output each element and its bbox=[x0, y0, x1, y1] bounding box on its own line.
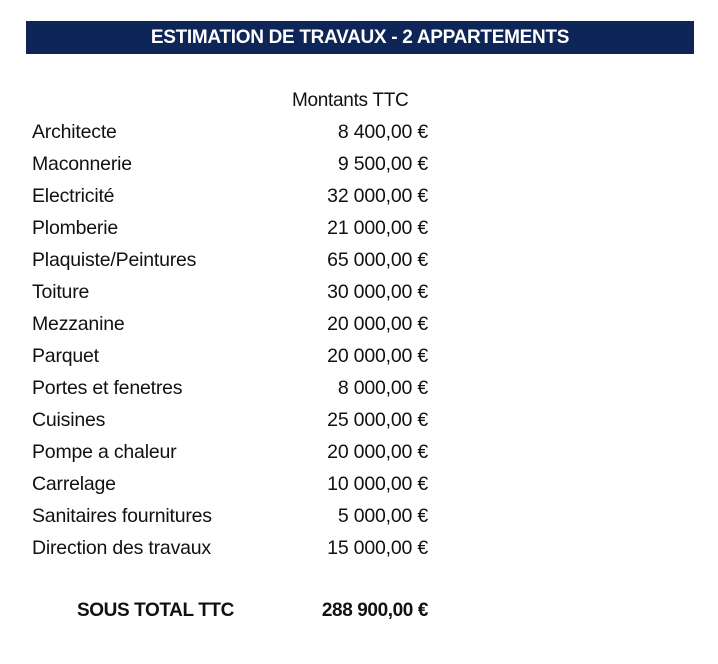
row-amount: 65 000,00 € bbox=[327, 249, 428, 271]
row-amount: 8 000,00 € bbox=[337, 377, 428, 399]
table-row bbox=[32, 121, 428, 149]
row-amount: 5 000,00 € bbox=[337, 505, 428, 527]
row-amount: 21 000,00 € bbox=[327, 217, 428, 239]
table-row bbox=[32, 185, 428, 213]
row-label: Cuisines bbox=[32, 409, 106, 431]
row-amount: 25 000,00 € bbox=[327, 409, 428, 431]
row-amount: 9 500,00 € bbox=[337, 153, 428, 175]
row-label: Parquet bbox=[32, 345, 99, 367]
row-label: Pompe a chaleur bbox=[32, 441, 177, 463]
row-label: Sanitaires fournitures bbox=[32, 505, 212, 527]
row-label: Direction des travaux bbox=[32, 537, 211, 559]
row-label: Architecte bbox=[32, 121, 117, 143]
row-amount: 20 000,00 € bbox=[327, 313, 428, 335]
table-row bbox=[32, 377, 428, 405]
subtotal-label: SOUS TOTAL TTC bbox=[77, 600, 234, 621]
row-label: Mezzanine bbox=[32, 313, 125, 335]
row-amount: 20 000,00 € bbox=[327, 345, 428, 367]
row-amount: 20 000,00 € bbox=[327, 441, 428, 463]
title-banner bbox=[26, 21, 694, 54]
table-row bbox=[32, 537, 428, 565]
row-label: Carrelage bbox=[32, 473, 116, 495]
table-row bbox=[32, 153, 428, 181]
table-row bbox=[32, 473, 428, 501]
row-label: Toiture bbox=[32, 281, 90, 303]
row-amount: 30 000,00 € bbox=[327, 281, 428, 303]
subtotal-amount: 288 900,00 € bbox=[321, 600, 428, 621]
row-amount: 32 000,00 € bbox=[327, 185, 428, 207]
row-amount: 8 400,00 € bbox=[337, 121, 428, 143]
table-row bbox=[32, 505, 428, 533]
row-label: Electricité bbox=[32, 185, 115, 207]
row-amount: 15 000,00 € bbox=[327, 537, 428, 559]
table-row bbox=[32, 281, 428, 309]
row-label: Portes et fenetres bbox=[32, 377, 183, 399]
row-label: Plaquiste/Peintures bbox=[32, 249, 197, 271]
row-label: Maconnerie bbox=[32, 153, 132, 175]
table-row bbox=[32, 217, 428, 245]
page-title: ESTIMATION DE TRAVAUX - 2 APPARTEMENTS bbox=[150, 26, 570, 48]
column-header-amounts: Montants TTC bbox=[292, 90, 409, 111]
table-row bbox=[32, 409, 428, 437]
table-row bbox=[32, 441, 428, 469]
row-label: Plomberie bbox=[32, 217, 118, 239]
table-row bbox=[32, 249, 428, 277]
table-row bbox=[32, 313, 428, 341]
row-amount: 10 000,00 € bbox=[327, 473, 428, 495]
table-row bbox=[32, 345, 428, 373]
subtotal-row bbox=[32, 600, 428, 628]
